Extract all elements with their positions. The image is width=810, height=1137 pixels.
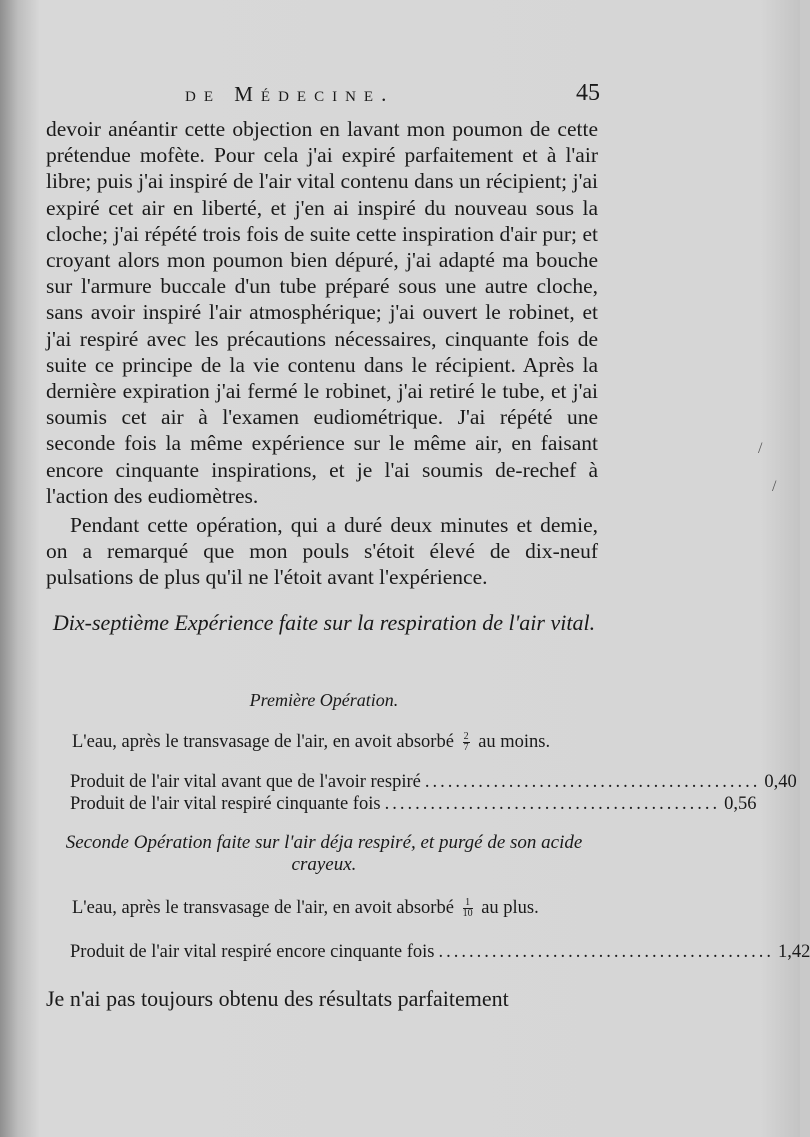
page-header (185, 82, 600, 116)
margin-mark: / (758, 440, 763, 457)
paragraph-1: devoir anéantir cette objection en lavant mon poumon de cette prétendue mofète. Pour cela j'ai expiré parfaitement et à l'air libre; puis j'ai inspiré de l'air vital contenu dans un récipient; j'ai expiré cet air en liberté, et j'en ai inspiré du nouveau sous la cloche; j'ai répété trois fois de suite cette inspiration d'air pur; et croyant alors mon poumon bien dépuré, j'ai adapté ma bouche sur l'armure buccale d'un tube préparé sous une autre cloche, sans avoir inspiré l'air atmosphérique; j'ai ouvert le robinet, et j'ai respiré avec les précautions nécessaires, cinquante fois de suite ce principe de la vie contenu dans le récipient. Après la dernière expiration j'ai fermé le robinet, j'ai retiré le tube, et j'ai soumis cet air à l'examen eudiométrique. J'ai répété une seconde fois la même expérience sur le même air, en faisant encore cinquante inspirations, et je l'ai soumis de-rechef à l'action des eudiomètres. (46, 117, 598, 508)
water-note-tail: au plus. (481, 898, 539, 918)
leader-dots: ............................................ (438, 942, 774, 962)
fraction-numerator: 2 (463, 731, 469, 743)
result-value: 1,42 (777, 942, 810, 962)
leader-dots: ............................................ (384, 794, 721, 814)
fraction-denominator: 10 (462, 908, 473, 920)
water-note-tail: au moins. (478, 732, 551, 752)
closing-line: Je n'ai pas toujours obtenu des résultats parfaitement (46, 986, 509, 1011)
fraction (463, 898, 473, 919)
fraction (463, 732, 470, 753)
first-operation-title: Première Opération. (249, 690, 399, 710)
result-row (70, 942, 810, 964)
page-number: 45 (576, 80, 600, 106)
margin-mark: / (772, 478, 777, 495)
water-note-text: L'eau, après le transvasage de l'air, en avoit absorbé (72, 732, 454, 752)
result-value: 0,40 (764, 772, 797, 792)
result-row (70, 794, 757, 816)
result-row (70, 772, 797, 794)
fraction-numerator: 1 (463, 898, 473, 909)
water-note-text: L'eau, après le transvasage de l'air, en avoit absorbé (72, 898, 454, 918)
first-operation-water-note (46, 732, 602, 753)
section-title: Dix-septième Expérience faite sur la respiration de l'air vital. (52, 610, 596, 635)
second-operation-title: Seconde Opération faite sur l'air déja respiré, et purgé de son acide crayeux. (65, 832, 583, 875)
result-label: Produit de l'air vital respiré encore cinquante fois (70, 942, 435, 962)
running-title: de Médecine. (185, 82, 395, 106)
result-label: Produit de l'air vital respiré cinquante fois (70, 794, 381, 814)
second-operation-water-note (46, 898, 602, 919)
paragraph-2: Pendant cette opération, qui a duré deux minutes et demie, on a remarqué que mon pouls s'étoit élevé de dix-neuf pulsations de plus qu'il ne l'étoit avant l'expérience. (46, 513, 598, 590)
fraction-denominator: 7 (463, 742, 469, 754)
leader-dots: ............................................ (424, 772, 761, 792)
result-value: 0,56 (724, 794, 757, 814)
result-label: Produit de l'air vital avant que de l'avoir respiré (70, 772, 421, 792)
